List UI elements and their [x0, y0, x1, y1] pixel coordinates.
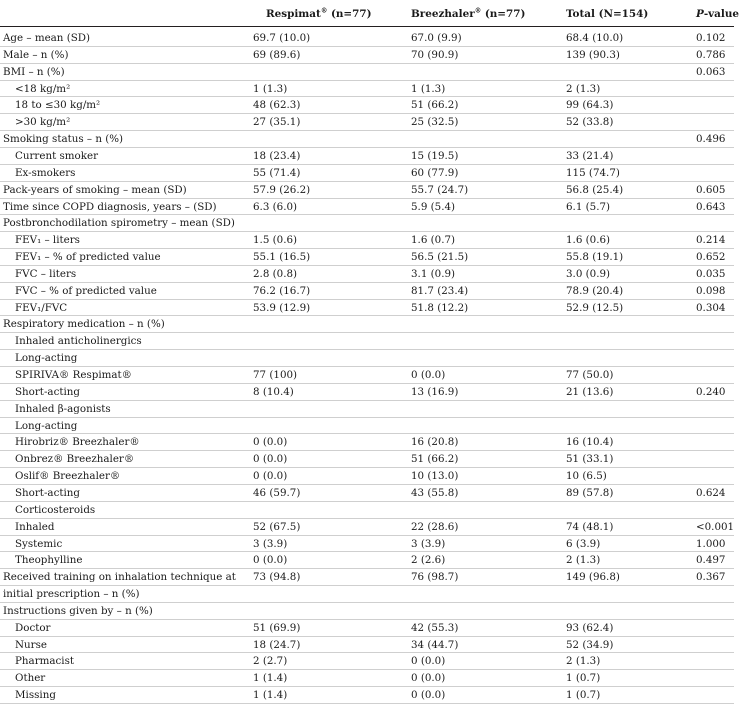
row-label: FEV₁ – % of predicted value	[15, 251, 161, 264]
breezhaler-value: 0 (0.0)	[411, 655, 446, 668]
total-value: 139 (90.3)	[566, 48, 620, 61]
table-row	[0, 97, 734, 114]
respimat-value: 27 (35.1)	[253, 116, 301, 129]
total-value: 74 (48.1)	[566, 520, 614, 533]
table-row	[0, 384, 734, 401]
table-row	[0, 620, 734, 637]
table-row	[0, 434, 734, 451]
respimat-value: 2.8 (0.8)	[253, 267, 298, 280]
row-label: Postbronchodilation spirometry – mean (SD)	[3, 217, 235, 230]
respimat-value: 18 (24.7)	[253, 638, 301, 651]
p-value: 0.102	[696, 32, 726, 44]
respimat-value: 48 (62.3)	[253, 99, 301, 112]
total-value: 16 (10.4)	[566, 436, 614, 449]
total-value: 78.9 (20.4)	[566, 284, 624, 297]
table-row	[0, 114, 734, 131]
total-value: 1 (0.7)	[566, 689, 601, 702]
p-value: 0.304	[696, 301, 726, 314]
respimat-value: 3 (3.9)	[253, 537, 288, 550]
total-value: 89 (57.8)	[566, 486, 614, 499]
respimat-value: 2 (2.7)	[253, 655, 288, 668]
total-value: 1 (0.7)	[566, 672, 601, 685]
row-label: BMI – n (%)	[3, 65, 65, 78]
breezhaler-value: 76 (98.7)	[411, 571, 459, 584]
table-row	[0, 232, 734, 249]
row-label: Respiratory medication – n (%)	[3, 318, 165, 331]
total-value: 56.8 (25.4)	[566, 183, 624, 196]
p-value: 0.497	[696, 554, 726, 567]
respimat-value: 1 (1.4)	[253, 689, 288, 702]
breezhaler-value: 43 (55.8)	[411, 486, 459, 499]
respimat-value: 53.9 (12.9)	[253, 301, 311, 314]
header-breezhaler: Breezhaler® (n=77)	[411, 6, 526, 20]
respimat-value: 69 (89.6)	[253, 48, 301, 61]
row-label: Ex-smokers	[15, 166, 76, 179]
p-value: 0.786	[696, 48, 726, 61]
table-row	[0, 47, 734, 64]
row-label: FVC – liters	[15, 267, 77, 280]
header-total: Total (N=154)	[566, 8, 649, 20]
total-value: 68.4 (10.0)	[566, 32, 624, 44]
table-row	[0, 367, 734, 384]
breezhaler-value: 10 (13.0)	[411, 470, 459, 483]
respimat-value: 55 (71.4)	[253, 166, 301, 179]
respimat-value: 52 (67.5)	[253, 520, 301, 533]
table-row	[0, 468, 734, 485]
row-label: Male – n (%)	[3, 48, 69, 61]
total-value: 1.6 (0.6)	[566, 234, 611, 247]
respimat-value: 76.2 (16.7)	[253, 284, 311, 297]
table-row	[0, 536, 734, 553]
row-label: Inhaled β-agonists	[15, 402, 111, 415]
row-divider	[0, 703, 734, 704]
row-label: 18 to ≤30 kg/m²	[15, 99, 101, 112]
row-label: Long-acting	[15, 419, 78, 432]
header-p-value: P-value	[696, 8, 739, 20]
total-value: 99 (64.3)	[566, 99, 614, 112]
table-row	[0, 148, 734, 165]
table-row	[0, 451, 734, 468]
table-row	[0, 552, 734, 569]
row-label: <18 kg/m²	[15, 82, 71, 95]
table-row	[0, 333, 734, 350]
total-value: 93 (62.4)	[566, 621, 614, 634]
table-header	[0, 0, 739, 27]
respimat-value: 0 (0.0)	[253, 436, 288, 449]
row-label: Age – mean (SD)	[3, 32, 91, 44]
p-value: 1.000	[696, 537, 726, 550]
table-row	[0, 300, 734, 317]
total-value: 52 (34.9)	[566, 638, 614, 651]
row-label: Corticosteroids	[15, 503, 96, 516]
p-value: 0.214	[696, 234, 726, 247]
respimat-value: 6.3 (6.0)	[253, 200, 298, 213]
respimat-value: 1 (1.4)	[253, 672, 288, 685]
breezhaler-value: 42 (55.3)	[411, 621, 459, 634]
row-label: Instructions given by – n (%)	[3, 604, 153, 617]
table-row	[0, 418, 734, 435]
respimat-value: 0 (0.0)	[253, 453, 288, 466]
row-label: Oslif® Breezhaler®	[15, 470, 121, 483]
table-row	[0, 199, 734, 216]
table-row	[0, 283, 734, 300]
table-row	[0, 485, 734, 502]
row-label: Long-acting	[15, 352, 78, 365]
row-label: Pharmacist	[15, 655, 75, 668]
total-value: 52.9 (12.5)	[566, 301, 624, 314]
breezhaler-value: 60 (77.9)	[411, 166, 459, 179]
row-label: Short-acting	[15, 385, 80, 398]
table-row	[0, 215, 734, 232]
table-row	[0, 165, 734, 182]
p-value: 0.643	[696, 200, 726, 213]
respimat-value: 69.7 (10.0)	[253, 32, 311, 44]
row-label: FEV₁ – liters	[15, 234, 80, 247]
row-label: Pack-years of smoking – mean (SD)	[3, 183, 187, 196]
row-label: FVC – % of predicted value	[15, 284, 157, 297]
row-label: Systemic	[15, 537, 63, 550]
breezhaler-value: 1 (1.3)	[411, 82, 446, 95]
p-value: 0.098	[696, 284, 726, 297]
total-value: 149 (96.8)	[566, 571, 620, 584]
row-label: Nurse	[15, 638, 47, 651]
total-value: 33 (21.4)	[566, 149, 614, 162]
total-value: 51 (33.1)	[566, 453, 614, 466]
breezhaler-value: 0 (0.0)	[411, 689, 446, 702]
row-label: FEV₁/FVC	[15, 301, 68, 314]
table-row	[0, 519, 734, 536]
row-label: Other	[15, 672, 46, 685]
row-label: Smoking status – n (%)	[3, 133, 124, 146]
row-label: Short-acting	[15, 486, 80, 499]
breezhaler-value: 25 (32.5)	[411, 116, 459, 129]
breezhaler-value: 51 (66.2)	[411, 453, 459, 466]
p-value: 0.624	[696, 486, 726, 499]
breezhaler-value: 3 (3.9)	[411, 537, 446, 550]
p-value: 0.652	[696, 251, 726, 264]
breezhaler-value: 34 (44.7)	[411, 638, 459, 651]
table-row	[0, 586, 734, 603]
table-row	[0, 316, 734, 333]
row-label: Current smoker	[15, 149, 98, 162]
breezhaler-value: 81.7 (23.4)	[411, 284, 469, 297]
row-label: Inhaled	[15, 520, 55, 533]
breezhaler-value: 16 (20.8)	[411, 436, 459, 449]
table-row	[0, 182, 734, 199]
breezhaler-value: 67.0 (9.9)	[411, 32, 462, 44]
respimat-value: 51 (69.9)	[253, 621, 301, 634]
respimat-value: 1 (1.3)	[253, 82, 288, 95]
p-value: 0.605	[696, 183, 726, 196]
breezhaler-value: 0 (0.0)	[411, 672, 446, 685]
p-value: 0.496	[696, 133, 726, 146]
respimat-value: 0 (0.0)	[253, 554, 288, 567]
total-value: 2 (1.3)	[566, 82, 601, 95]
breezhaler-value: 70 (90.9)	[411, 48, 459, 61]
total-value: 52 (33.8)	[566, 116, 614, 129]
table-row	[0, 687, 734, 704]
table-row	[0, 603, 734, 620]
row-label: initial prescription – n (%)	[3, 588, 140, 601]
table-row	[0, 266, 734, 283]
respimat-value: 46 (59.7)	[253, 486, 301, 499]
total-value: 21 (13.6)	[566, 385, 614, 398]
breezhaler-value: 51 (66.2)	[411, 99, 459, 112]
respimat-value: 8 (10.4)	[253, 385, 294, 398]
table-row	[0, 64, 734, 81]
table-row	[0, 30, 734, 47]
table-row	[0, 249, 734, 266]
breezhaler-value: 55.7 (24.7)	[411, 183, 469, 196]
total-value: 6 (3.9)	[566, 537, 601, 550]
table-row	[0, 401, 734, 418]
breezhaler-value: 1.6 (0.7)	[411, 234, 456, 247]
total-value: 10 (6.5)	[566, 470, 607, 483]
table-row	[0, 670, 734, 687]
row-label: SPIRIVA® Respimat®	[15, 369, 132, 381]
total-value: 115 (74.7)	[566, 166, 620, 179]
row-label: Missing	[15, 689, 56, 702]
p-value: 0.063	[696, 65, 726, 78]
table-row	[0, 81, 734, 98]
header-respimat: Respimat® (n=77)	[266, 6, 372, 20]
breezhaler-value: 0 (0.0)	[411, 369, 446, 381]
breezhaler-value: 51.8 (12.2)	[411, 301, 469, 314]
respimat-value: 73 (94.8)	[253, 571, 301, 584]
breezhaler-value: 13 (16.9)	[411, 385, 459, 398]
total-value: 77 (50.0)	[566, 369, 614, 381]
p-value: <0.001	[696, 520, 735, 533]
table-row	[0, 502, 734, 519]
breezhaler-value: 15 (19.5)	[411, 149, 459, 162]
breezhaler-value: 3.1 (0.9)	[411, 267, 456, 280]
total-value: 6.1 (5.7)	[566, 200, 611, 213]
respimat-value: 55.1 (16.5)	[253, 251, 311, 264]
p-value: 0.035	[696, 267, 726, 280]
respimat-value: 0 (0.0)	[253, 470, 288, 483]
p-value: 0.240	[696, 385, 726, 398]
breezhaler-value: 22 (28.6)	[411, 520, 459, 533]
respimat-value: 1.5 (0.6)	[253, 234, 298, 247]
breezhaler-value: 56.5 (21.5)	[411, 251, 469, 264]
row-label: Onbrez® Breezhaler®	[15, 453, 135, 466]
table-row	[0, 350, 734, 367]
respimat-value: 18 (23.4)	[253, 149, 301, 162]
respimat-value: 77 (100)	[253, 369, 298, 381]
table-row	[0, 131, 734, 148]
total-value: 2 (1.3)	[566, 554, 601, 567]
p-value: 0.367	[696, 571, 726, 584]
row-label: Doctor	[15, 621, 51, 634]
breezhaler-value: 2 (2.6)	[411, 554, 446, 567]
row-label: Inhaled anticholinergics	[15, 335, 142, 348]
table-row	[0, 569, 734, 586]
respimat-value: 57.9 (26.2)	[253, 183, 311, 196]
total-value: 55.8 (19.1)	[566, 251, 624, 264]
table-row	[0, 637, 734, 654]
row-label: >30 kg/m²	[15, 116, 71, 129]
row-label: Received training on inhalation technique at	[3, 571, 236, 584]
breezhaler-value: 5.9 (5.4)	[411, 200, 456, 213]
row-label: Theophylline	[15, 554, 83, 567]
total-value: 3.0 (0.9)	[566, 267, 611, 280]
total-value: 2 (1.3)	[566, 655, 601, 668]
row-label: Time since COPD diagnosis, years – (SD)	[3, 200, 217, 213]
table-row	[0, 653, 734, 670]
row-label: Hirobriz® Breezhaler®	[15, 436, 140, 449]
